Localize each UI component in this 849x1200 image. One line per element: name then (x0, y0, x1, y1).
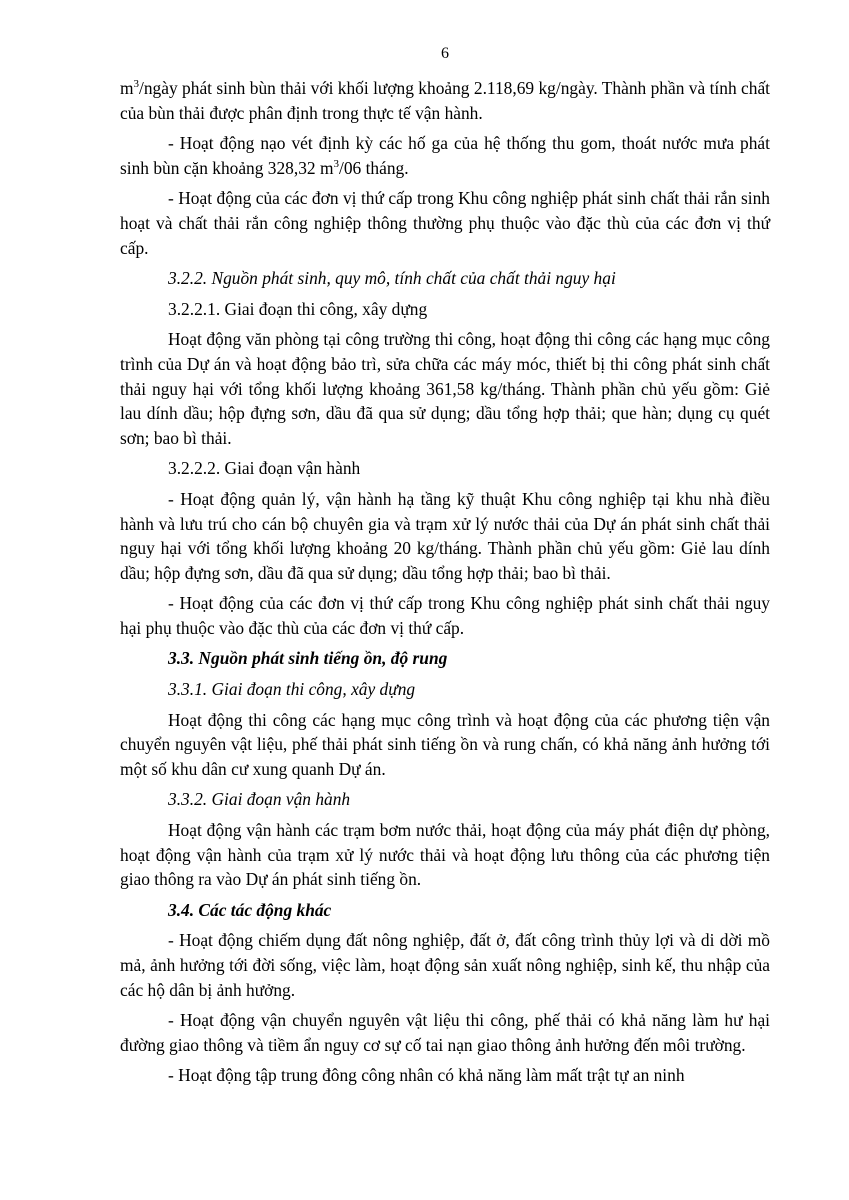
paragraph-construction-noise: Hoạt động thi công các hạng mục công trình và hoạt động của các phương tiện vận chuyển nguyên vật liệu, phế thải phát sinh tiếng ồn và rung chấn, có khả năng ảnh hưởng tới một số khu dân cư xung quanh Dự án. (120, 709, 770, 779)
heading-3-4: 3.4. Các tác động khác (168, 899, 332, 920)
heading-3-3-1: 3.3.1. Giai đoạn thi công, xây dựng (168, 679, 416, 700)
paragraph-drainage-dredging (120, 131, 770, 180)
text-run: /06 tháng. (339, 157, 409, 178)
paragraph-operation-noise: Hoạt động vận hành các trạm bơm nước thải, hoạt động của máy phát điện dự phòng, hoạt động vận hành của trạm xử lý nước thải và hoạt động lưu thông của các phương tiện giao thông ra vào Dự án phát sinh tiếng ồn. (120, 820, 770, 890)
paragraph-operation-hazardous-waste: - Hoạt động quản lý, vận hành hạ tầng kỹ thuật Khu công nghiệp tại khu nhà điều hành và lưu trú cho cán bộ chuyên gia và trạm xử lý nước thải của Dự án phát sinh chất thải nguy hại với tổng khối lượng khoảng 20 kg/tháng. Thành phần chủ yếu gồm: Giẻ lau dính dầu; hộp đựng sơn, dầu đã qua sử dụng; dầu tổng hợp thải; bao bì thải. (120, 488, 770, 583)
superscript: 3 (333, 157, 339, 170)
text-run: m (120, 78, 134, 98)
paragraph-transport-impacts: - Hoạt động vận chuyển nguyên vật liệu thi công, phế thải có khả năng làm hư hại đường giao thông và tiềm ẩn nguy cơ sự cố tai nạn giao thông ảnh hưởng đến môi trường. (120, 1010, 770, 1055)
paragraph-secondary-units-hazardous-waste: - Hoạt động của các đơn vị thứ cấp trong Khu công nghiệp phát sinh chất thải nguy hại phụ thuộc vào đặc thù của các đơn vị thứ cấp. (120, 593, 770, 638)
paragraph-construction-hazardous-waste: Hoạt động văn phòng tại công trường thi công, hoạt động thi công các hạng mục công trình của Dự án và hoạt động bảo trì, sửa chữa các máy móc, thiết bị thi công phát sinh chất thải nguy hại với tổng khối lượng khoảng 361,58 kg/tháng. Thành phần chủ yếu gồm: Giẻ lau dính dầu; hộp đựng sơn, dầu đã qua sử dụng; dầu tổng hợp thải; que hàn; dụng cụ quét sơn; bao bì thải. (120, 329, 770, 448)
heading-3-3-2: 3.3.2. Giai đoạn vận hành (168, 789, 351, 810)
superscript: 3 (133, 78, 140, 91)
paragraph-sludge-volume (120, 76, 770, 125)
text-run: - Hoạt động nạo vét định kỳ các hố ga của hệ thống thu gom, thoát nước mưa phát sinh bùn cặn khoảng 328,32 m (120, 133, 770, 178)
paragraph-land-acquisition: - Hoạt động chiếm dụng đất nông nghiệp, đất ở, đất công trình thủy lợi và di dời mồ mả, ảnh hưởng tới đời sống, việc làm, hoạt động sản xuất nông nghiệp, sinh kế, thu nhập của các hộ dân bị ảnh hưởng. (120, 930, 770, 1000)
heading-3-2-2-1: 3.2.2.1. Giai đoạn thi công, xây dựng (168, 298, 428, 319)
heading-3-2-2: 3.2.2. Nguồn phát sinh, quy mô, tính chất của chất thải nguy hại (168, 268, 616, 289)
paragraph-worker-concentration: - Hoạt động tập trung đông công nhân có khả năng làm mất trật tự an ninh (168, 1065, 685, 1086)
heading-3-2-2-2: 3.2.2.2. Giai đoạn vận hành (168, 458, 361, 479)
document-page (120, 44, 770, 1094)
paragraph-secondary-units-solid-waste: - Hoạt động của các đơn vị thứ cấp trong Khu công nghiệp phát sinh chất thải rắn sinh hoạt và chất thải rắn công nghiệp thông thường phụ thuộc vào đặc thù của các đơn vị thứ cấp. (120, 188, 770, 258)
page-number: 6 (441, 45, 449, 62)
text-run: /ngày phát sinh bùn thải với khối lượng khoảng 2.118,69 kg/ngày. Thành phần và tính chất của bùn thải được phân định trong thực tế vận hành. (120, 78, 770, 123)
heading-3-3: 3.3. Nguồn phát sinh tiếng ồn, độ rung (168, 648, 448, 669)
